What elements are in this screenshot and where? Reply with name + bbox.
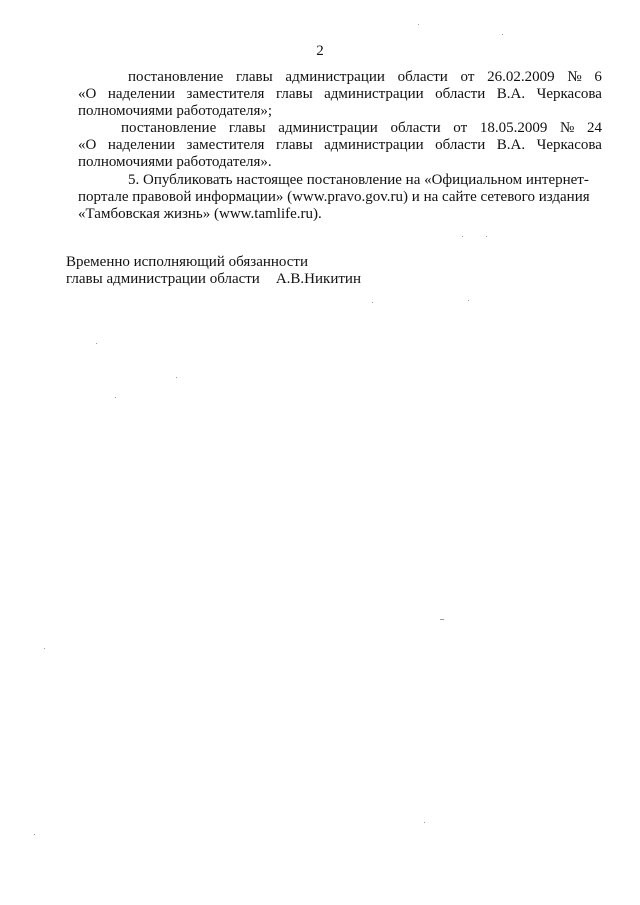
scan-speck [486,236,487,237]
body-line-7: 5. Опубликовать настоящее постановление на «Официальном интернет- [128,172,589,188]
scan-speck [34,834,35,835]
scan-speck [502,34,503,35]
word: области [435,86,486,102]
word: заместителя [186,137,265,153]
word: постановление [128,69,224,85]
word: главы [235,69,273,85]
word: главы [275,137,313,153]
scan-speck [424,822,425,823]
word: Черкасова [536,86,602,102]
scan-speck [176,377,177,378]
word: 26.02.2009 [487,69,555,85]
word: от [460,69,475,85]
scan-speck [440,619,444,620]
word: области [397,69,448,85]
word: от [453,120,468,136]
body-line-6: полномочиями работодателя». [78,154,272,170]
word: области [390,120,441,136]
word: постановление [121,120,217,136]
word: главы [275,86,313,102]
signature-position-line-2 [66,270,361,288]
word: «О [78,86,97,102]
word: № [567,69,582,85]
word: администрации [324,137,424,153]
word: В.А. [496,137,526,153]
word: 18.05.2009 [479,120,548,136]
word: администрации [285,69,385,85]
body-line-9: «Тамбовская жизнь» (www.tamlife.ru). [78,206,322,222]
word: «О [78,137,97,153]
scan-speck [462,236,463,237]
scan-speck [372,302,373,303]
word: № [559,120,575,136]
scan-speck [468,300,469,301]
body-line-5 [78,136,602,154]
page-number: 2 [316,43,324,59]
signature-position-line-1: Временно исполняющий обязанности [66,254,309,270]
body-line-2 [78,85,602,103]
word: 24 [586,120,602,136]
word: области [435,137,486,153]
body-line-3: полномочиями работодателя»; [78,103,273,119]
word: заместителя [186,86,265,102]
signature-name: А.В.Никитин [275,271,361,287]
scan-speck [115,397,116,398]
word: 6 [594,69,602,85]
word: В.А. [496,86,526,102]
word: наделении [107,137,176,153]
body-line-1 [128,68,602,86]
scan-speck [418,24,419,25]
body-line-4 [121,119,602,137]
body-line-8: портале правовой информации» (www.pravo.gov.ru) и на сайте сетевого издания [78,189,590,205]
word: администрации [278,120,378,136]
word: наделении [107,86,176,102]
scan-speck [96,343,97,344]
word: Черкасова [536,137,602,153]
word: главы [228,120,266,136]
word: администрации [324,86,424,102]
scan-speck [44,648,45,649]
signature-position-text: главы администрации области [66,271,260,287]
